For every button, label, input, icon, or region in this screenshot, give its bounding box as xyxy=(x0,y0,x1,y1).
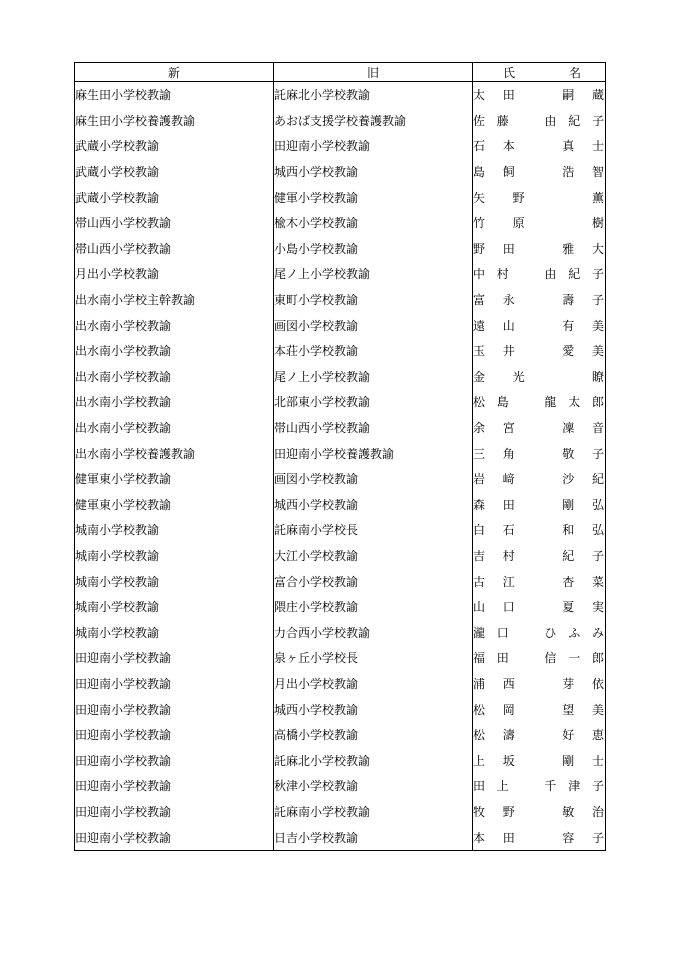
old-position: 託麻南小学校教諭 xyxy=(274,799,473,825)
table-row xyxy=(75,338,606,364)
person-name-cell xyxy=(473,236,606,262)
table-row xyxy=(75,312,606,338)
person-name-cell xyxy=(473,184,606,210)
person-name-cell xyxy=(473,287,606,313)
person-name-cell xyxy=(473,389,606,415)
person-name-cell xyxy=(473,619,606,645)
person-name: 牧野 敏治 xyxy=(473,804,605,819)
new-position: 城南小学校教諭 xyxy=(75,517,274,543)
header-name-part-1: 氏 xyxy=(503,65,516,80)
old-position: 秋津小学校教諭 xyxy=(274,773,473,799)
new-position: 麻生田小学校養護教諭 xyxy=(75,108,274,134)
table-row xyxy=(75,133,606,159)
new-position: 出水南小学校養護教諭 xyxy=(75,440,274,466)
old-position: 尾ノ上小学校教諭 xyxy=(274,364,473,390)
new-position: 出水南小学校教諭 xyxy=(75,364,274,390)
old-position: 城西小学校教諭 xyxy=(274,492,473,518)
table-row xyxy=(75,492,606,518)
person-name: 石本 真士 xyxy=(473,139,605,154)
person-name-cell xyxy=(473,543,606,569)
old-position: 画図小学校教諭 xyxy=(274,312,473,338)
table-row xyxy=(75,619,606,645)
new-position: 城南小学校教諭 xyxy=(75,594,274,620)
table-row xyxy=(75,671,606,697)
table-row xyxy=(75,261,606,287)
new-position: 月出小学校教諭 xyxy=(75,261,274,287)
person-name: 島飼 浩智 xyxy=(473,165,605,180)
person-name: 山口 夏実 xyxy=(473,600,605,615)
header-new: 新 xyxy=(75,63,274,82)
person-name: 矢野 薫 xyxy=(473,190,605,205)
person-name-cell xyxy=(473,568,606,594)
person-name: 三角 敬子 xyxy=(473,446,605,461)
table-row xyxy=(75,773,606,799)
table-row xyxy=(75,184,606,210)
new-position: 城南小学校教諭 xyxy=(75,568,274,594)
old-position: 日吉小学校教諭 xyxy=(274,824,473,850)
new-position: 田迎南小学校教諭 xyxy=(75,799,274,825)
person-name: 松岡 望美 xyxy=(473,702,605,717)
person-name: 古江 杏菜 xyxy=(473,574,605,589)
new-position: 田迎南小学校教諭 xyxy=(75,722,274,748)
old-position: 力合西小学校教諭 xyxy=(274,619,473,645)
table-row xyxy=(75,210,606,236)
person-name-cell xyxy=(473,312,606,338)
person-name-cell xyxy=(473,261,606,287)
person-name-cell xyxy=(473,415,606,441)
old-position: 北部東小学校教諭 xyxy=(274,389,473,415)
person-name: 余宮 凜音 xyxy=(473,421,605,436)
person-name-cell xyxy=(473,824,606,850)
person-name: 上坂 剛士 xyxy=(473,753,605,768)
new-position: 出水南小学校教諭 xyxy=(75,389,274,415)
person-name: 浦西 芽依 xyxy=(473,676,605,691)
table-row xyxy=(75,287,606,313)
old-position: 画図小学校教諭 xyxy=(274,466,473,492)
new-position: 田迎南小学校教諭 xyxy=(75,773,274,799)
new-position: 健軍東小学校教諭 xyxy=(75,492,274,518)
new-position: 武蔵小学校教諭 xyxy=(75,184,274,210)
table-row xyxy=(75,824,606,850)
table-row xyxy=(75,799,606,825)
person-name-cell xyxy=(473,645,606,671)
table-row xyxy=(75,517,606,543)
table-row xyxy=(75,389,606,415)
person-name: 森田 剛弘 xyxy=(473,497,605,512)
person-name-cell xyxy=(473,108,606,134)
person-name: 中村 由紀子 xyxy=(473,267,605,282)
person-name: 遠山 有美 xyxy=(473,318,605,333)
new-position: 帯山西小学校教諭 xyxy=(75,236,274,262)
old-position: 尾ノ上小学校教諭 xyxy=(274,261,473,287)
old-position: 泉ヶ丘小学校長 xyxy=(274,645,473,671)
table-row xyxy=(75,696,606,722)
table-row xyxy=(75,236,606,262)
person-name: 吉村 紀子 xyxy=(473,548,605,563)
person-name: 松濤 好恵 xyxy=(473,728,605,743)
person-name-cell xyxy=(473,159,606,185)
new-position: 出水南小学校教諭 xyxy=(75,312,274,338)
table-row xyxy=(75,645,606,671)
person-name-cell xyxy=(473,364,606,390)
person-name-cell xyxy=(473,82,606,108)
old-position: あおば支援学校養護教諭 xyxy=(274,108,473,134)
new-position: 城南小学校教諭 xyxy=(75,619,274,645)
old-position: 城西小学校教諭 xyxy=(274,159,473,185)
new-position: 田迎南小学校教諭 xyxy=(75,747,274,773)
new-position: 城南小学校教諭 xyxy=(75,543,274,569)
person-name-cell xyxy=(473,466,606,492)
person-name: 玉井 愛美 xyxy=(473,344,605,359)
person-name: 松島 龍太郎 xyxy=(473,395,605,410)
header-old: 旧 xyxy=(274,63,473,82)
person-name-cell xyxy=(473,722,606,748)
person-name-cell xyxy=(473,799,606,825)
old-position: 託麻南小学校長 xyxy=(274,517,473,543)
person-name: 金光 瞭 xyxy=(473,369,605,384)
new-position: 田迎南小学校教諭 xyxy=(75,645,274,671)
person-name-cell xyxy=(473,492,606,518)
person-name-cell xyxy=(473,594,606,620)
old-position: 田迎南小学校教諭 xyxy=(274,133,473,159)
person-name: 富永 壽子 xyxy=(473,293,605,308)
table-header xyxy=(75,63,606,82)
table-row xyxy=(75,159,606,185)
person-name: 岩﨑 沙紀 xyxy=(473,472,605,487)
new-position: 健軍東小学校教諭 xyxy=(75,466,274,492)
old-position: 託麻北小学校教諭 xyxy=(274,82,473,108)
table-row xyxy=(75,568,606,594)
person-name: 本田 容子 xyxy=(473,830,605,845)
person-name-cell xyxy=(473,338,606,364)
new-position: 武蔵小学校教諭 xyxy=(75,133,274,159)
old-position: 大江小学校教諭 xyxy=(274,543,473,569)
person-name-cell xyxy=(473,671,606,697)
new-position: 出水南小学校主幹教諭 xyxy=(75,287,274,313)
new-position: 帯山西小学校教諭 xyxy=(75,210,274,236)
table-row xyxy=(75,543,606,569)
person-name-cell xyxy=(473,747,606,773)
person-name: 太田 嗣蔵 xyxy=(473,88,605,103)
person-name-cell xyxy=(473,133,606,159)
person-name: 福田 信一郎 xyxy=(473,651,605,666)
old-position: 高橋小学校教諭 xyxy=(274,722,473,748)
old-position: 東町小学校教諭 xyxy=(274,287,473,313)
old-position: 託麻北小学校教諭 xyxy=(274,747,473,773)
table-body xyxy=(75,82,606,851)
table-row xyxy=(75,440,606,466)
person-name-cell xyxy=(473,517,606,543)
old-position: 健軍小学校教諭 xyxy=(274,184,473,210)
old-position: 楡木小学校教諭 xyxy=(274,210,473,236)
personnel-table xyxy=(74,62,606,851)
table-row xyxy=(75,722,606,748)
old-position: 城西小学校教諭 xyxy=(274,696,473,722)
person-name: 瀧口 ひふみ xyxy=(473,625,605,640)
person-name: 野田 雅大 xyxy=(473,241,605,256)
person-name-cell xyxy=(473,440,606,466)
header-name-part-2: 名 xyxy=(568,65,581,80)
table-row xyxy=(75,364,606,390)
table-row xyxy=(75,108,606,134)
new-position: 田迎南小学校教諭 xyxy=(75,696,274,722)
table-row xyxy=(75,415,606,441)
new-position: 麻生田小学校教諭 xyxy=(75,82,274,108)
person-name-cell xyxy=(473,210,606,236)
old-position: 本荘小学校教諭 xyxy=(274,338,473,364)
new-position: 出水南小学校教諭 xyxy=(75,415,274,441)
old-position: 田迎南小学校養護教諭 xyxy=(274,440,473,466)
person-name: 田上 千津子 xyxy=(473,779,605,794)
table-row xyxy=(75,747,606,773)
new-position: 田迎南小学校教諭 xyxy=(75,824,274,850)
header-name xyxy=(473,63,606,82)
new-position: 田迎南小学校教諭 xyxy=(75,671,274,697)
person-name-cell xyxy=(473,773,606,799)
old-position: 富合小学校教諭 xyxy=(274,568,473,594)
old-position: 隈庄小学校教諭 xyxy=(274,594,473,620)
new-position: 出水南小学校教諭 xyxy=(75,338,274,364)
person-name: 白石 和弘 xyxy=(473,523,605,538)
table-row xyxy=(75,466,606,492)
table-row xyxy=(75,594,606,620)
new-position: 武蔵小学校教諭 xyxy=(75,159,274,185)
old-position: 月出小学校教諭 xyxy=(274,671,473,697)
old-position: 小島小学校教諭 xyxy=(274,236,473,262)
person-name: 佐藤 由紀子 xyxy=(473,113,605,128)
table-row xyxy=(75,82,606,108)
old-position: 帯山西小学校教諭 xyxy=(274,415,473,441)
person-name-cell xyxy=(473,696,606,722)
person-name: 竹原 樹 xyxy=(473,216,605,231)
